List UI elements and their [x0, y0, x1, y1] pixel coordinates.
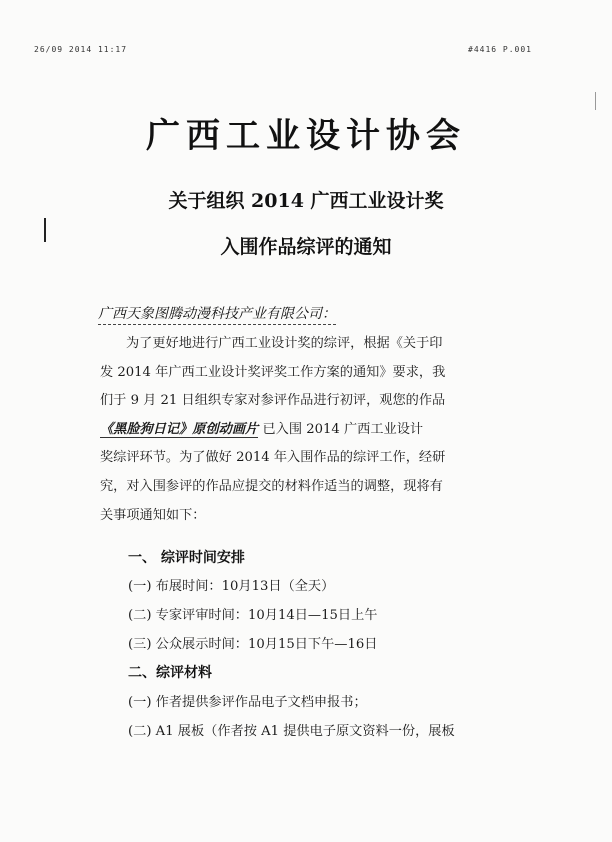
body-line: 究，对入围参评的作品应提交的材料作适当的调整，现将有 — [100, 478, 443, 494]
materials-item: (一) 作者提供参评作品电子文档申报书； — [128, 695, 367, 710]
body-line: 关事项通知如下： — [100, 507, 206, 523]
fax-datetime: 26/09 2014 11:17 — [34, 45, 128, 54]
materials-item: (二) A1 展板（作者按 A1 提供电子原文资料一份，展板 — [128, 724, 455, 739]
body-line: 发 2014 年广西工业设计奖评奖工作方案的通知》要求，我 — [100, 364, 446, 380]
body-line: 奖综评环节。为了做好 2014 年入围作品的综评工作，经研 — [100, 450, 446, 466]
schedule-item: (二) 专家评审时间：10月14日—15日上午 — [128, 608, 378, 623]
organization-letterhead: 广西工业设计协会 — [146, 116, 466, 156]
body-line: 为了更好地进行广西工业设计奖的综评，根据《关于印 — [126, 336, 443, 351]
notice-title-line-1: 关于组织 2014 广西工业设计奖 — [168, 190, 444, 212]
work-title-handwritten: 《黑脸狗日记》原创动画片 — [100, 421, 259, 437]
section-heading-materials: 二、综评材料 — [128, 665, 212, 681]
body-line: 们于 9 月 21 日组织专家对参评作品进行初评，观您的作品 — [100, 393, 446, 409]
fax-page-number: #4416 P.001 — [468, 45, 532, 54]
notice-title-line-2: 入围作品综评的通知 — [220, 236, 392, 258]
body-line — [100, 416, 492, 445]
body-line-rest: 已入围 2014 广西工业设计 — [258, 421, 424, 437]
recipient-handwritten: 广西天象图腾动漫科技产业有限公司： — [98, 303, 336, 325]
body-paragraph — [100, 330, 492, 530]
schedule-item: (三) 公众展示时间：10月15日下午—16日 — [128, 637, 378, 652]
section-heading-schedule: 一、 综评时间安排 — [128, 550, 245, 566]
schedule-item: (一) 布展时间：10月13日（全天） — [128, 579, 335, 594]
